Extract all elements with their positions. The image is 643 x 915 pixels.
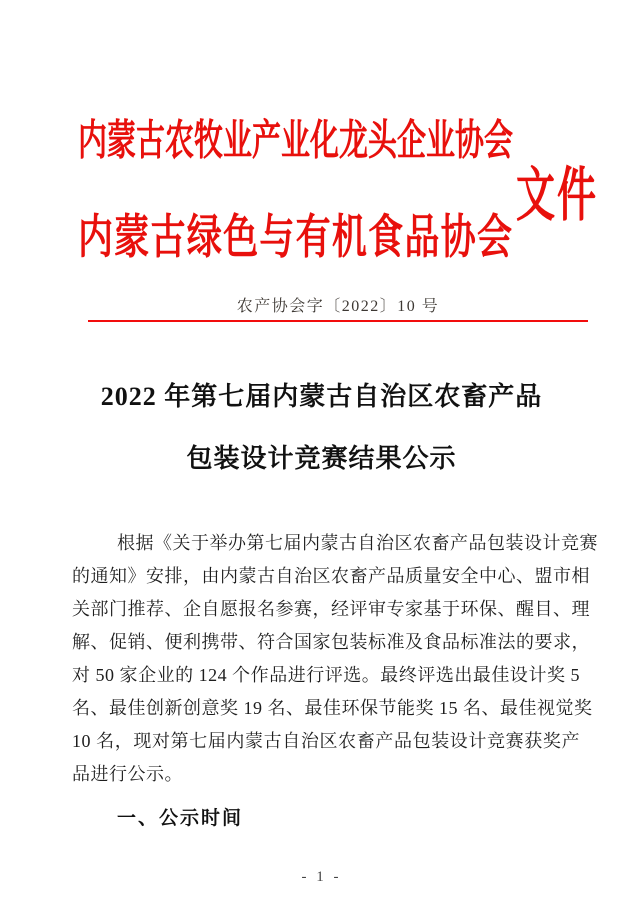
document-title [0,366,643,490]
body-line: 的通知》安排，由内蒙古自治区农畜产品质量安全中心、盟市相 [72,566,590,586]
issuer-name-secondary: 内蒙古绿色与有机食品协会 [78,211,512,264]
section-heading-publicity-period: 一、公示时间 [117,808,244,829]
body-line: 关部门推荐、企自愿报名参赛，经评审专家基于环保、醒目、理 [72,599,590,619]
body-line: 解、促销、便利携带、符合国家包装标准及食品标准法的要求， [72,632,590,652]
document-title-line-1: 2022 年第七届内蒙古自治区农畜产品 [100,382,543,411]
body-line: 根据《关于举办第七届内蒙古自治区农畜产品包装设计竞赛 [117,533,598,553]
red-separator-line [88,320,588,322]
issuer-name-primary: 内蒙古农牧业产业化龙头企业协会 [78,118,514,165]
body-line: 品进行公示。 [72,764,183,784]
body-paragraph [72,527,598,791]
letterhead-document-word: 文件 [516,164,599,229]
body-line: 对 50 家企业的 124 个作品进行评选。最终评选出最佳设计奖 5 [72,665,580,685]
document-title-line-2: 包装设计竞赛结果公示 [186,444,457,473]
body-line: 名、最佳创新创意奖 19 名、最佳环保节能奖 15 名、最佳视觉奖 [72,698,593,718]
body-line: 10 名，现对第七届内蒙古自治区农畜产品包装设计竞赛获奖产 [72,731,580,751]
page-number: - 1 - [301,869,342,885]
document-reference-number: 农产协会字〔2022〕10 号 [236,298,440,315]
